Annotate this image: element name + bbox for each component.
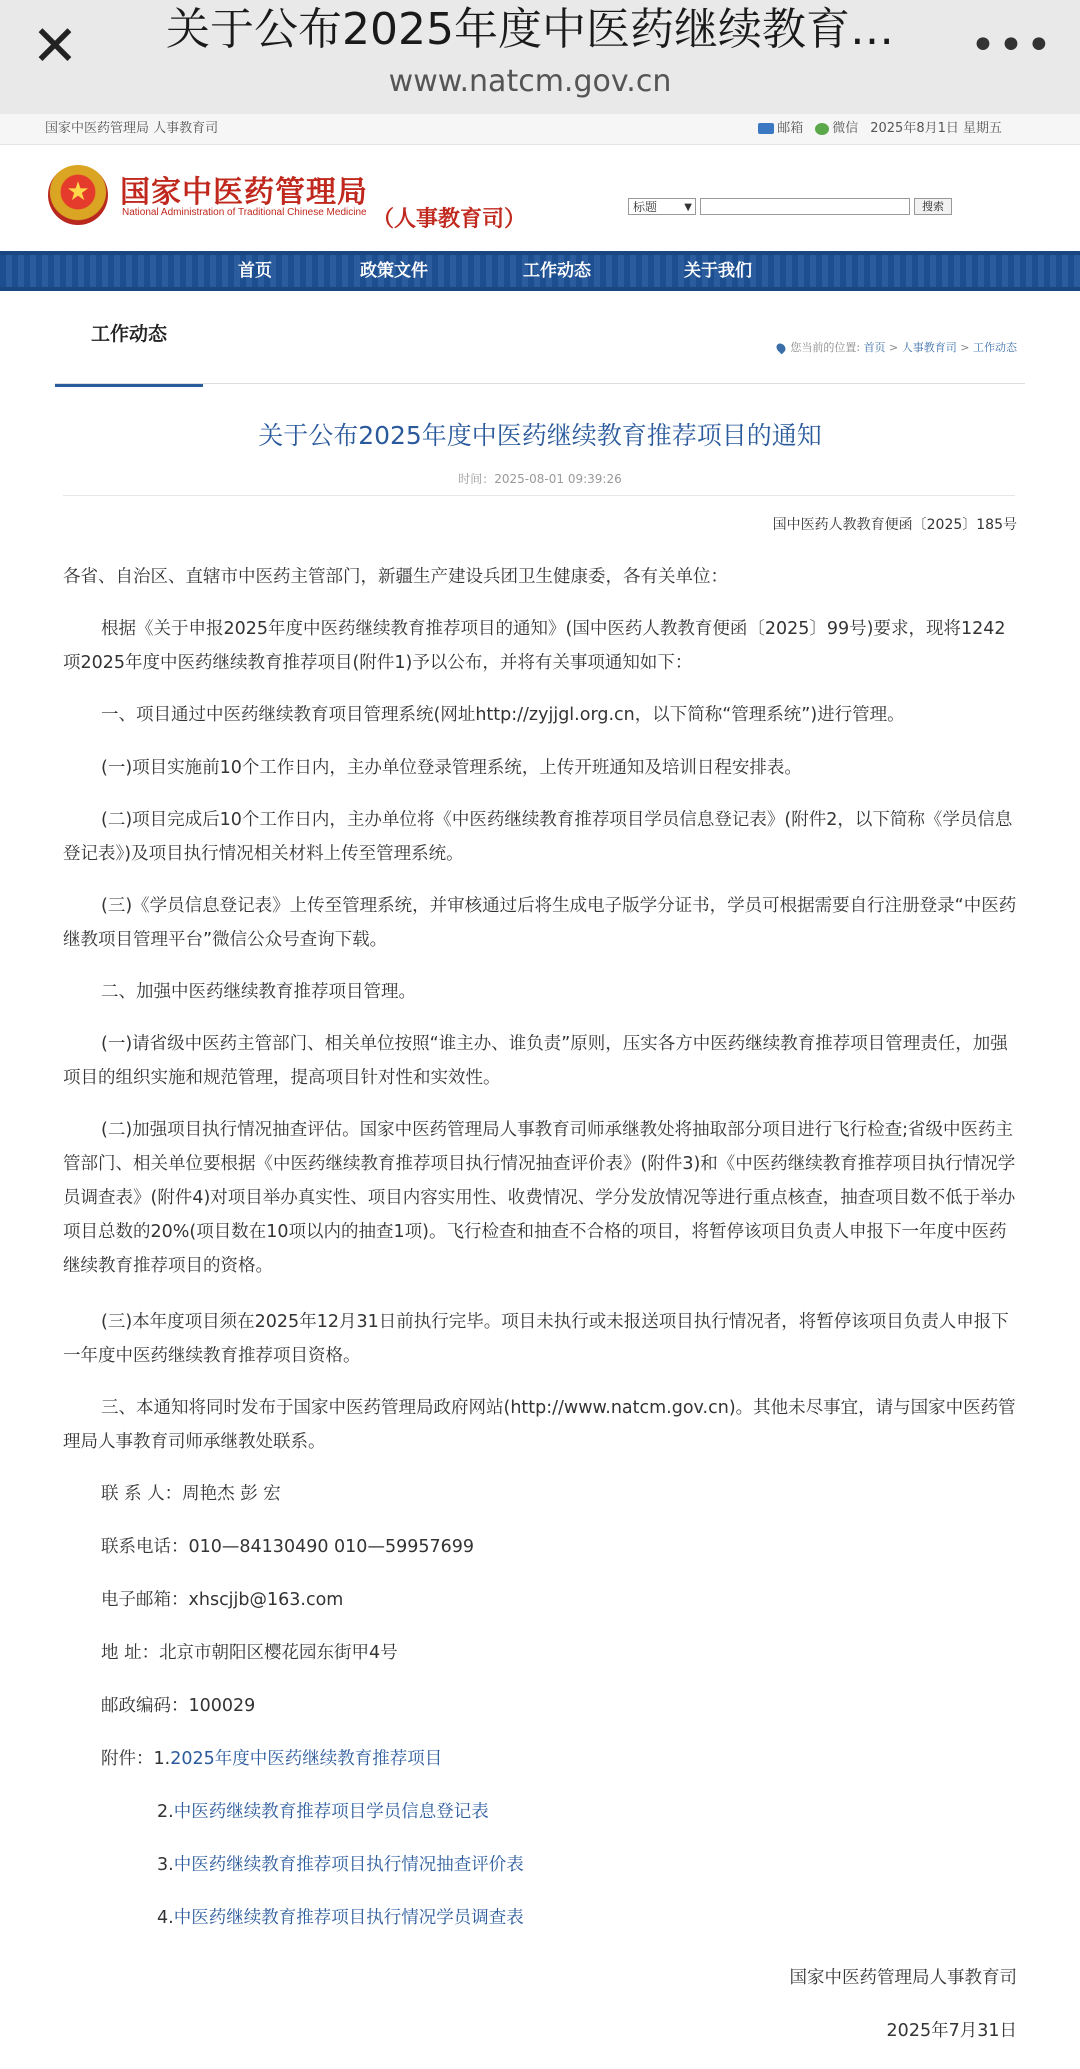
close-icon[interactable]: ✕ — [31, 14, 79, 79]
attachment-link[interactable]: 中医药继续教育推荐项目学员信息登记表 — [173, 1802, 489, 1822]
attachment-link[interactable]: 2025年度中医药继续教育推荐项目 — [170, 1749, 443, 1769]
location-pin-icon — [775, 342, 788, 355]
divider — [63, 495, 1015, 496]
attachment-row: 3.中医药继续教育推荐项目执行情况抽查评价表 — [157, 1855, 524, 1875]
search-button[interactable]: 搜索 — [914, 198, 952, 215]
nav-item-home[interactable]: 首页 — [238, 261, 272, 281]
paragraph: (一)项目实施前10个工作日内，主办单位登录管理系统，上传开班通知及培训日程安排表。 — [101, 758, 802, 778]
chevron-down-icon: ▼ — [684, 202, 692, 213]
article-title: 关于公布2025年度中医药继续教育推荐项目的通知 — [258, 421, 822, 450]
article-time: 时间：2025-08-01 09:39:26 — [458, 472, 622, 486]
breadcrumb-work-news[interactable]: 工作动态 — [973, 341, 1017, 354]
content-panel — [45, 292, 1035, 2069]
current-date: 2025年8月1日 星期五 — [870, 121, 1002, 136]
nav-item-policy[interactable]: 政策文件 — [360, 261, 428, 281]
attachment-row: 附件：1.2025年度中医药继续教育推荐项目 — [101, 1749, 443, 1769]
org-name[interactable]: 国家中医药管理局 — [120, 175, 368, 210]
nav-item-about[interactable]: 关于我们 — [684, 261, 752, 281]
divider — [55, 383, 1025, 384]
paragraph: 二、加强中医药继续教育推荐项目管理。 — [101, 982, 416, 1002]
browser-toolbar — [0, 0, 1080, 115]
site-org-label: 国家中医药管理局 人事教育司 — [45, 121, 219, 136]
mail-icon — [758, 123, 774, 134]
attachment-row: 2.中医药继续教育推荐项目学员信息登记表 — [157, 1802, 489, 1822]
signature-date: 2025年7月31日 — [886, 2021, 1017, 2041]
wechat-icon — [815, 123, 829, 135]
national-emblem-icon: ★ — [48, 165, 108, 225]
paragraph: 根据《关于申报2025年度中医药继续教育推荐项目的通知》(国中医药人教教育便函〔2025〕99号)要求，现将1242项2025年度中医药继续教育推荐项目(附件1)予以公布，并将有关事项通知如下： — [63, 619, 1006, 673]
paragraph: (三)本年度项目须在2025年12月31日前执行完毕。项目未执行或未报送项目执行情况者，将暂停该项目负责人申报下一年度中医药继续教育推荐项目资格。 — [63, 1312, 1009, 1366]
mail-link[interactable]: 邮箱 — [758, 114, 803, 144]
paragraph: (二)项目完成后10个工作日内，主办单位将《中医药继续教育推荐项目学员信息登记表》(附件2，以下简称《学员信息登记表》)及项目执行情况相关材料上传至管理系统。 — [63, 810, 1013, 864]
url-bar[interactable]: www.natcm.gov.cn — [388, 64, 672, 99]
contact-address: 地 址：北京市朝阳区樱花园东街甲4号 — [101, 1643, 398, 1663]
paragraph: 一、项目通过中医药继续教育项目管理系统(网址http://zyjjgl.org.cn，以下简称“管理系统”)进行管理。 — [101, 705, 905, 725]
site-header — [0, 145, 1080, 250]
main-nav — [0, 251, 1080, 291]
contact-phone: 联系电话：010—84130490 010—59957699 — [101, 1537, 475, 1557]
org-name-en: National Administration of Traditional Chinese Medicine — [122, 207, 367, 218]
paragraph: (二)加强项目执行情况抽查评估。国家中医药管理局人事教育司师承继教处将抽取部分项目进行飞行检查;省级中医药主管部门、相关单位要根据《中医药继续教育推荐项目执行情况抽查评价表》(附件3)和《中医药继续教育推荐项目执行情况学员调查表》(附件4)对项目举办真实性、项目内容实用性、收费情况、学分发放情况等进行重点核查，抽查项目数不低于举办项目总数的20%(项目数在10项以内的抽查1项)。飞行检查和抽查不合格的项目，将暂停该项目负责人申报下一年度中医药继续教育推荐项目的资格。 — [63, 1120, 1016, 1276]
salutation: 各省、自治区、直辖市中医药主管部门，新疆生产建设兵团卫生健康委，各有关单位： — [63, 567, 728, 587]
dept-name: （人事教育司） — [372, 207, 527, 232]
paragraph: (三)《学员信息登记表》上传至管理系统，并审核通过后将生成电子版学分证书，学员可根据需要自行注册登录“中医药继教项目管理平台”微信公众号查询下载。 — [63, 896, 1017, 950]
attachment-link[interactable]: 中医药继续教育推荐项目执行情况学员调查表 — [173, 1908, 524, 1928]
attachments-label: 附件： — [101, 1749, 154, 1769]
search-input[interactable] — [700, 198, 910, 215]
attachment-link[interactable]: 中医药继续教育推荐项目执行情况抽查评价表 — [173, 1855, 524, 1875]
breadcrumb-home[interactable]: 首页 — [863, 341, 886, 354]
browser-page-title: 关于公布2025年度中医药继续教育… — [166, 4, 894, 55]
section-tab[interactable]: 工作动态 — [55, 292, 203, 387]
paragraph: (一)请省级中医药主管部门、相关单位按照“谁主办、谁负责”原则，压实各方中医药继续教育推荐项目管理责任，加强项目的组织实施和规范管理，提高项目针对性和实效性。 — [63, 1034, 1008, 1088]
contact-person: 联 系 人：周艳杰 彭 宏 — [101, 1484, 281, 1504]
breadcrumb-dept[interactable]: 人事教育司 — [901, 341, 957, 354]
wechat-link[interactable]: 微信 — [815, 114, 858, 144]
attachment-row: 4.中医药继续教育推荐项目执行情况学员调查表 — [157, 1908, 524, 1928]
paragraph: 三、本通知将同时发布于国家中医药管理局政府网站(http://www.natcm.gov.cn)。其他未尽事宜，请与国家中医药管理局人事教育司师承继教处联系。 — [63, 1398, 1016, 1452]
contact-email: 电子邮箱：xhscjjb@163.com — [101, 1590, 344, 1610]
signature-org: 国家中医药管理局人事教育司 — [789, 1968, 1017, 1988]
document-number: 国中医药人教教育便函〔2025〕185号 — [772, 517, 1017, 533]
search-field-select[interactable]: 标题 ▼ — [628, 198, 696, 215]
breadcrumb: 您当前的位置: 首页 > 人事教育司 > 工作动态 — [777, 339, 1017, 355]
more-icon[interactable]: ••• — [970, 20, 1054, 71]
nav-item-work-news[interactable]: 工作动态 — [523, 261, 591, 281]
site-top-strip — [0, 114, 1080, 145]
contact-postcode: 邮政编码：100029 — [101, 1696, 256, 1716]
